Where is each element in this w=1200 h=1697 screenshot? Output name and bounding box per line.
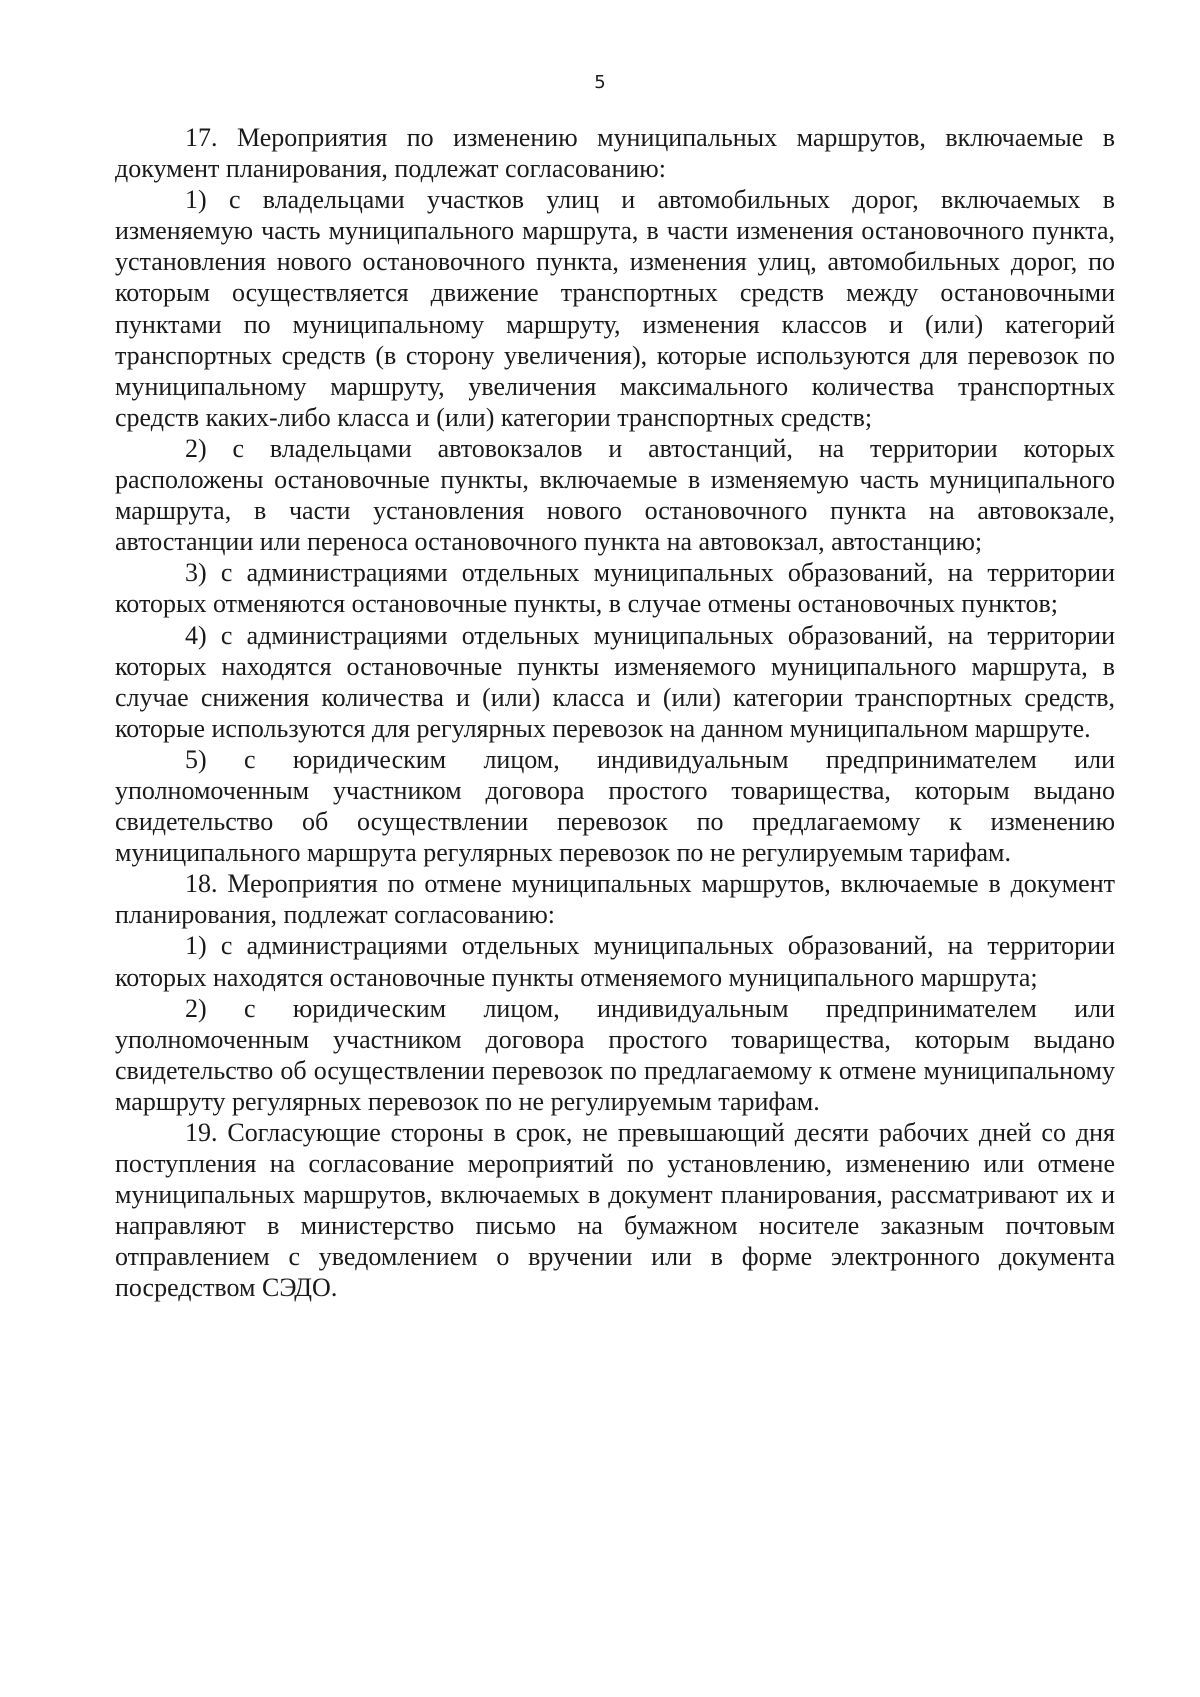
paragraph-18-item-2: 2) с юридическим лицом, индивидуальным предпринимателем или уполномоченным участником договора простого товарищества, которым выдано свидетельство об осуществлении перевозок по предлагаемому к отмене муниципальному маршруту регулярных перевозок по не регулируемым тарифам. [115,993,1115,1116]
page-number: 5 [594,72,606,93]
paragraph-17-item-4: 4) с администрациями отдельных муниципальных образований, на территории которых находятся остановочные пункты изменяемого муниципального маршрута, в случае снижения количества и (или) класса и (или) категории транспортных средств, которые используются для регулярных перевозок на данном муниципальном маршруте. [115,620,1115,743]
paragraph-19: 19. Согласующие стороны в срок, не превышающий десяти рабочих дней со дня поступления на согласование мероприятий по установлению, изменению или отмене муниципальных маршрутов, включаемых в документ планирования, рассматривают их и направляют в министерство письмо на бумажном носителе заказным почтовым отправлением с уведомлением о вручении или в форме электронного документа посредством СЭДО. [115,1118,1115,1303]
paragraph-17-item-5: 5) с юридическим лицом, индивидуальным предпринимателем или уполномоченным участником договора простого товарищества, которым выдано свидетельство об осуществлении перевозок по предлагаемому к изменению муниципального маршрута регулярных перевозок по не регулируемым тарифам. [115,744,1115,868]
paragraph-18: 18. Мероприятия по отмене муниципальных маршрутов, включаемые в документ планирования, подлежат согласованию: [115,869,1115,930]
paragraph-18-item-1: 1) с администрациями отдельных муниципальных образований, на территории которых находятся остановочные пункты отменяемого муниципального маршрута; [115,931,1115,992]
paragraph-17: 17. Мероприятия по изменению муниципальных маршрутов, включаемые в документ планирования, подлежат согласованию: [115,123,1115,184]
paragraph-17-item-3: 3) с администрациями отдельных муниципальных образований, на территории которых отменяются остановочные пункты, в случае отмены остановочных пунктов; [115,558,1115,619]
paragraph-17-item-1: 1) с владельцами участков улиц и автомобильных дорог, включаемых в изменяемую часть муниципального маршрута, в части изменения остановочного пункта, установления нового остановочного пункта, изменения улиц, автомобильных дорог, по которым осуществляется движение транспортных средств между остановочными пунктами по муниципальному маршруту, изменения классов и (или) категорий транспортных средств (в сторону увеличения), которые используются для перевозок по муниципальному маршруту, увеличения максимального количества транспортных средств каких-либо класса и (или) категории транспортных средств; [115,185,1115,432]
paragraph-17-item-2: 2) с владельцами автовокзалов и автостанций, на территории которых расположены остановочные пункты, включаемые в изменяемую часть муниципального маршрута, в части установления нового остановочного пункта на автовокзале, автостанции или переноса остановочного пункта на автовокзал, автостанцию; [115,433,1115,557]
document-body [115,122,1115,1304]
